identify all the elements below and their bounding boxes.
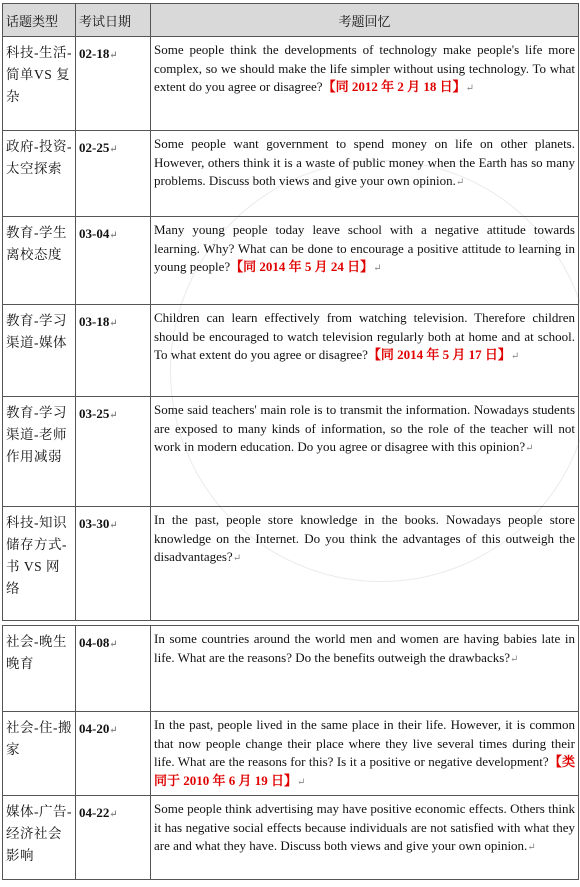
exam-date: 04-08 [79,635,110,650]
topic-type-cell: 教育-学习渠道-老师作用减弱 [3,397,76,507]
question-cell [151,217,579,305]
header-exam-date: 考试日期 [76,4,151,37]
topic-type-cell: 媒体-广告-经济社会影响 [3,796,76,880]
exam-date: 02-25 [79,140,110,155]
table-row [3,796,579,880]
header-question-recall: 考题回忆 [151,4,579,37]
question-text: In some countries around the world men and women are having babies late in life. What are the reasons? Do the benefits outweigh the drawbacks? [154,631,575,665]
question-text: Many young people today leave school with a negative attitude towards learning. Why? What can be done to encourage a positive attitude to learning in young people? [154,222,575,274]
exam-date: 02-18 [79,46,110,61]
topic-type-cell: 社会-晚生晚育 [3,626,76,712]
table-row [3,131,579,217]
question-text: In the past, people lived in the same place in their life. However, it is common that now people change their place where they live several times during their life. What are the reasons for this? Is it a positive or negative development? [154,717,575,769]
question-text: Children can learn effectively from watching television. Therefore children should be encouraged to watch television regularly both at home and at school. To what extent do you agree or disagree? [154,310,575,362]
paragraph-mark-icon: ↵ [465,83,474,94]
table-row [3,626,579,712]
topic-type-cell: 教育-学习渠道-媒体 [3,305,76,397]
question-cell [151,397,579,507]
question-text: Some said teachers' main role is to transmit the information. Nowadays students are exposed to many kinds of information, so the role of the teacher will not work in modern education. Do you agree or disagree with this opinion? [154,402,575,454]
paragraph-mark-icon: ↵ [109,144,118,155]
paragraph-mark-icon: ↵ [510,351,520,362]
same-as-note: 【同 2014 年 5 月 17 日】 [367,347,511,362]
exam-date: 03-30 [79,516,110,531]
exam-date: 03-04 [79,226,110,241]
exam-date-cell [76,217,151,305]
topic-type-cell: 社会-住-搬家 [3,712,76,796]
same-as-note: 【类同于 2010 年 6 月 19 日】 [154,754,575,788]
question-text: Some people want government to spend money on life on other planets. However, others think it is a waste of public money when the Earth has so many problems. Discuss both views and give your own opinion. [154,136,575,188]
exam-date-cell [76,507,151,621]
paragraph-mark-icon: ↵ [109,520,118,531]
topic-type-cell: 教育-学生离校态度 [3,217,76,305]
paragraph-mark-icon: ↵ [109,50,118,61]
question-text: Some people think advertising may have positive economic effects. Others think it has negative social effects because individuals are not satisfied with what they are and what they have. Discuss both views and give your own opinion. [154,801,575,853]
same-as-note: 【同 2012 年 2 月 18 日】 [322,79,466,94]
paragraph-mark-icon: ↵ [109,410,118,421]
question-cell [151,37,579,131]
topic-type-cell: 政府-投资-太空探索 [3,131,76,217]
paragraph-mark-icon: ↵ [109,809,118,820]
question-text: Some people think the developments of technology make people's life more complex, so we should make the life simpler without using technology. To what extent do you agree or disagree? [154,42,575,94]
table-row [3,217,579,305]
exam-date: 04-20 [79,721,110,736]
question-cell [151,507,579,621]
exam-date: 04-22 [79,805,110,820]
exam-topics-table [2,3,579,621]
exam-date: 03-25 [79,406,110,421]
paragraph-mark-icon: ↵ [510,653,519,665]
paragraph-mark-icon: ↵ [373,263,382,274]
exam-date-cell [76,131,151,217]
paragraph-mark-icon: ↵ [109,230,118,241]
paragraph-mark-icon: ↵ [232,553,242,564]
exam-date-cell [76,626,151,712]
topic-type-cell: 科技-知识储存方式-书 VS 网络 [3,507,76,621]
question-cell [151,305,579,397]
topic-type-cell: 科技-生活-简单VS 复杂 [3,37,76,131]
table-row [3,507,579,621]
exam-topics-table-continued [2,625,579,880]
exam-date-cell [76,37,151,131]
header-topic-type: 话题类型 [3,4,76,37]
paragraph-mark-icon: ↵ [109,639,118,650]
table-row [3,37,579,131]
same-as-note: 【同 2014 年 5 月 24 日】 [230,259,374,274]
question-cell [151,712,579,796]
paragraph-mark-icon: ↵ [455,177,465,188]
paragraph-mark-icon: ↵ [527,842,536,853]
question-cell [151,796,579,880]
paragraph-mark-icon: ↵ [297,776,306,788]
table-row [3,305,579,397]
paragraph-mark-icon: ↵ [109,318,118,329]
paragraph-mark-icon: ↵ [525,443,534,454]
paragraph-mark-icon: ↵ [109,725,118,736]
exam-date-cell [76,397,151,507]
exam-date-cell [76,305,151,397]
exam-date-cell [76,712,151,796]
table-row [3,712,579,796]
question-text: In the past, people store knowledge in the books. Nowadays people store knowledge on the Internet. Do you think the advantages of this outweigh the disadvantages? [154,512,575,564]
table-row [3,397,579,507]
table-header-row [3,4,579,37]
question-cell [151,131,579,217]
exam-date-cell [76,796,151,880]
exam-date: 03-18 [79,314,110,329]
question-cell [151,626,579,712]
